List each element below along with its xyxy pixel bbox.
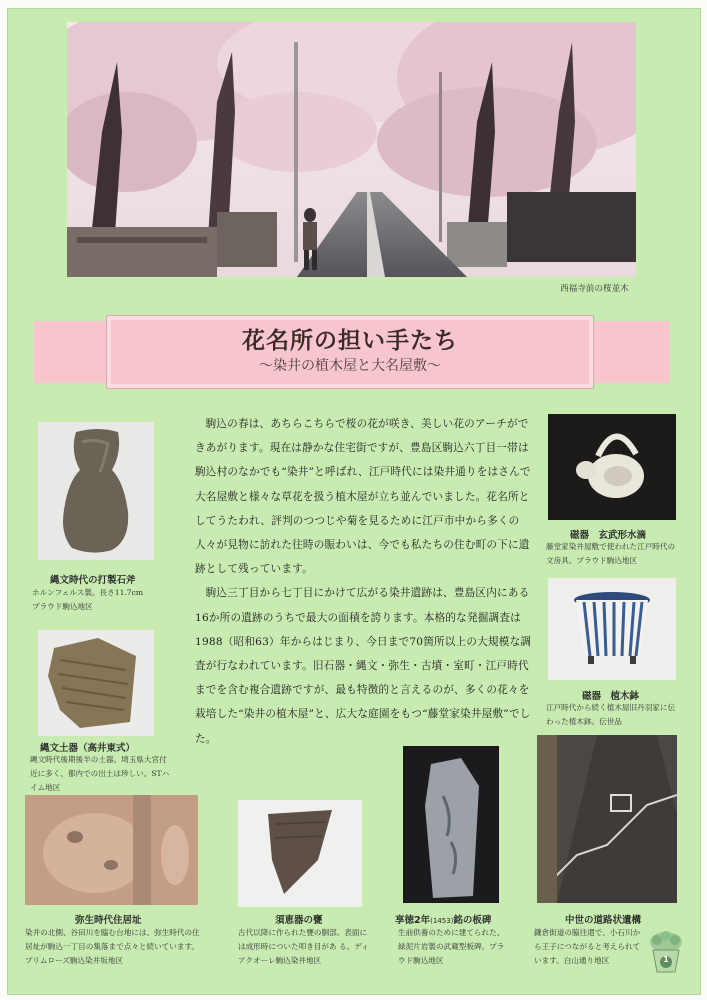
itabi-caption-title-suffix: 銘の板碑 — [453, 915, 492, 926]
sue-pottery-illustration — [238, 800, 362, 907]
itabi-caption-title-prefix: 享徳2年 — [395, 915, 431, 926]
itabi-caption-title-year: (1453) — [430, 917, 454, 925]
jomon-pottery-caption-title: 縄文土器（高井東式） — [40, 743, 136, 754]
body-paragraph-2: 駒込三丁目から七丁目にかけて広がる染井遺跡は、豊島区内にある16か所の遺跡のうちで最大の面積を誇ります。本格的な発掘調査は1988（昭和63）年からはじまり、今日まで70箇所以上の大規模な調査が行なわれています。旧石器・縄文・弥生・古墳・室町・江戸時代までを含む複合遺跡ですが、最も特徴的と言えるのが、多くの花々を栽培した“染井の植木屋”と、広大な庭園をもつ“藤堂家染井屋敷”でした。 — [195, 587, 532, 745]
header-photo-cherry-avenue — [67, 22, 636, 277]
planter-caption-text: 江戸時代から続く植木屋旧丹羽家に伝わった植木鉢。伝世品 — [546, 703, 676, 726]
planter-photo — [548, 578, 676, 680]
page-number-badge — [647, 930, 685, 974]
flower-pot-icon — [647, 930, 685, 974]
itabi-photo — [403, 746, 499, 903]
stone-axe-illustration — [38, 422, 154, 560]
page-number: 1 — [663, 955, 669, 964]
itabi-caption-title — [395, 912, 491, 926]
stone-axe-caption-title: 縄文時代の打製石斧 — [50, 575, 136, 586]
genbu-water-dropper-photo — [548, 414, 676, 520]
jomon-pottery-illustration — [38, 630, 154, 736]
cherry-avenue-illustration — [67, 22, 636, 277]
jomon-pottery-caption-text: 縄文時代後期後半の土器。埼玉県大宮付近に多く、都内での出土は珍しい。STハイム地区 — [30, 755, 170, 792]
header-photo-caption: 西福寺前の桜並木 — [560, 284, 629, 294]
jomon-pottery-photo — [38, 630, 154, 736]
yayoi-house-illustration — [25, 795, 198, 905]
sue-pottery-photo — [238, 800, 362, 907]
planter-illustration — [548, 578, 676, 680]
body-paragraph-1: 駒込の春は、あちらこちらで桜の花が咲き、美しい花のアーチができあがります。現在は静かな住宅街ですが、豊島区駒込六丁目一帯は駒込村のなかでも“染井”と呼ばれ、江戸時代には染井通りをはさんで大名屋敷と様々な草花を扱う植木屋が立ち並んでいました。花名所としてうたわれ、評判のつつじや菊を見るために江戸市中から多くの人々が見物に訪れた往時の賑わいは、今でも私たちの住む町の下に遺跡として残っています。 — [195, 418, 531, 576]
body-text — [195, 412, 533, 751]
yayoi-house-caption-text: 染井の北側、谷田川を臨む台地には、弥生時代の住居址が駒込一丁目の集落まで点々と続いています。プリムローズ駒込染井坂地区 — [25, 928, 200, 965]
stone-axe-photo — [38, 422, 154, 560]
title-band-right — [588, 321, 670, 383]
yayoi-house-photo — [25, 795, 198, 905]
page-title: 花名所の担い手たち — [242, 327, 458, 354]
stone-axe-caption-text: ホルンフェルス製。長さ11.7cm プラウド駒込地区 — [32, 588, 144, 611]
page-subtitle: ～染井の植木屋と大名屋敷～ — [259, 358, 441, 374]
sue-pottery-caption-text: 古代以降に作られた甕の胴部。表面には成形時についた叩き目があ る。ディアクオーレ駒込染井地区 — [238, 928, 369, 965]
planter-caption-title: 磁器 植木鉢 — [582, 691, 640, 702]
itabi-illustration — [403, 746, 499, 903]
genbu-water-dropper-caption-text: 藤堂家染井屋敷で使われた江戸時代の文房具。プラウド駒込地区 — [546, 542, 676, 565]
genbu-water-dropper-illustration — [548, 414, 676, 520]
sue-pottery-caption-title: 須恵器の甕 — [275, 915, 323, 926]
medieval-road-caption-text: 鎌倉街道の脇往還で、小石川から王子につながると考えられています。白山通り地区 — [534, 928, 641, 965]
medieval-road-illustration — [537, 735, 677, 903]
itabi-caption-text: 生前供養のために建てられた、緑泥片岩製の武蔵型板碑。プラウド駒込地区 — [398, 928, 505, 965]
yayoi-house-caption-title: 弥生時代住居址 — [75, 915, 142, 926]
medieval-road-photo — [537, 735, 677, 903]
medieval-road-caption-title: 中世の道路状遺構 — [565, 915, 642, 926]
genbu-water-dropper-caption-title: 磁器 玄武形水滴 — [570, 530, 647, 541]
